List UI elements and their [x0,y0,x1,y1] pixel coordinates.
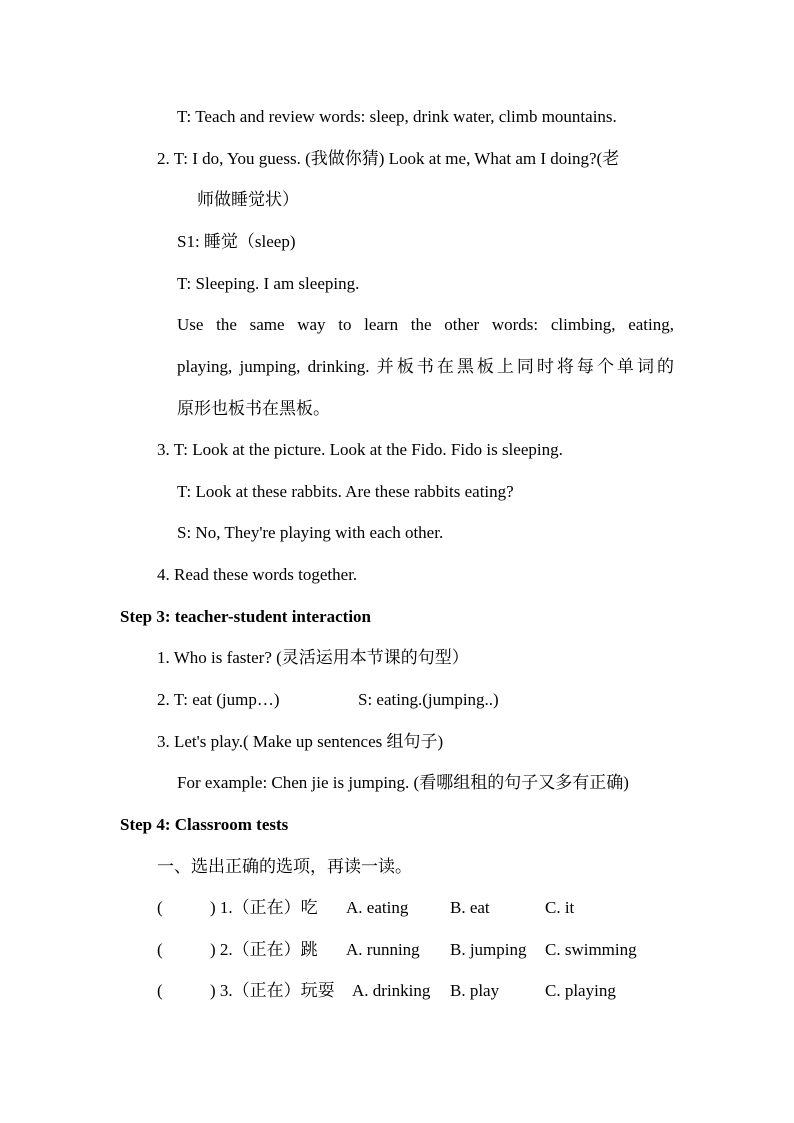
option-c: C. it [545,898,575,917]
step-3-heading: Step 3: teacher-student interaction [120,607,372,626]
teach-review-line: T: Teach and review words: sleep, drink water, climb mountains. [177,107,617,126]
answer-blank[interactable]: ( [157,940,163,959]
option-b: B. play [450,981,500,1000]
option-b: B. jumping [450,940,527,959]
option-b: B. eat [450,898,490,917]
step-3-item-2-teacher: 2. T: eat (jump…) [157,690,280,709]
option-c: C. playing [545,981,616,1000]
item-3-line-3: S: No, They're playing with each other. [177,523,444,542]
item-4-line: 4. Read these words together. [157,565,358,584]
item-2-line-2: 师做睡觉状） [197,190,299,209]
option-a: A. eating [346,898,409,917]
test-instruction: 一、选出正确的选项，再读一读。 [157,857,412,876]
step-3-item-1: 1. Who is faster? (灵活运用本节课的句型） [157,648,469,667]
same-way-line-2: playing, jumping, drinking. 并板书在黑板上同时将每个单词的 [177,357,674,376]
question-stem: ) 2.（正在）跳 [210,940,318,959]
item-3-line-2: T: Look at these rabbits. Are these rabbits eating? [177,482,514,501]
option-a: A. drinking [352,981,431,1000]
item-3-line-1: 3. T: Look at the picture. Look at the Fido. Fido is sleeping. [157,440,563,459]
answer-blank[interactable]: ( [157,981,163,1000]
option-a: A. running [346,940,420,959]
item-2-line-1: 2. T: I do, You guess. (我做你猜) Look at me, What am I doing?(老 [157,149,620,168]
step-3-example: For example: Chen jie is jumping. (看哪组租的句子又多有正确) [177,773,629,792]
question-stem: ) 3.（正在）玩耍 [210,981,335,1000]
same-way-line-3: 原形也板书在黑板。 [177,399,330,418]
step-4-heading: Step 4: Classroom tests [120,815,289,834]
answer-blank[interactable]: ( [157,898,163,917]
s1-answer-line: S1: 睡觉（sleep) [177,232,296,251]
question-stem: ) 1.（正在）吃 [210,898,318,917]
option-c: C. swimming [545,940,637,959]
same-way-line-1: Use the same way to learn the other words: climbing, eating, [177,315,674,334]
step-3-item-3: 3. Let's play.( Make up sentences 组句子) [157,732,444,751]
t-sleeping-line: T: Sleeping. I am sleeping. [177,274,360,293]
step-3-item-2-student: S: eating.(jumping..) [358,690,499,709]
